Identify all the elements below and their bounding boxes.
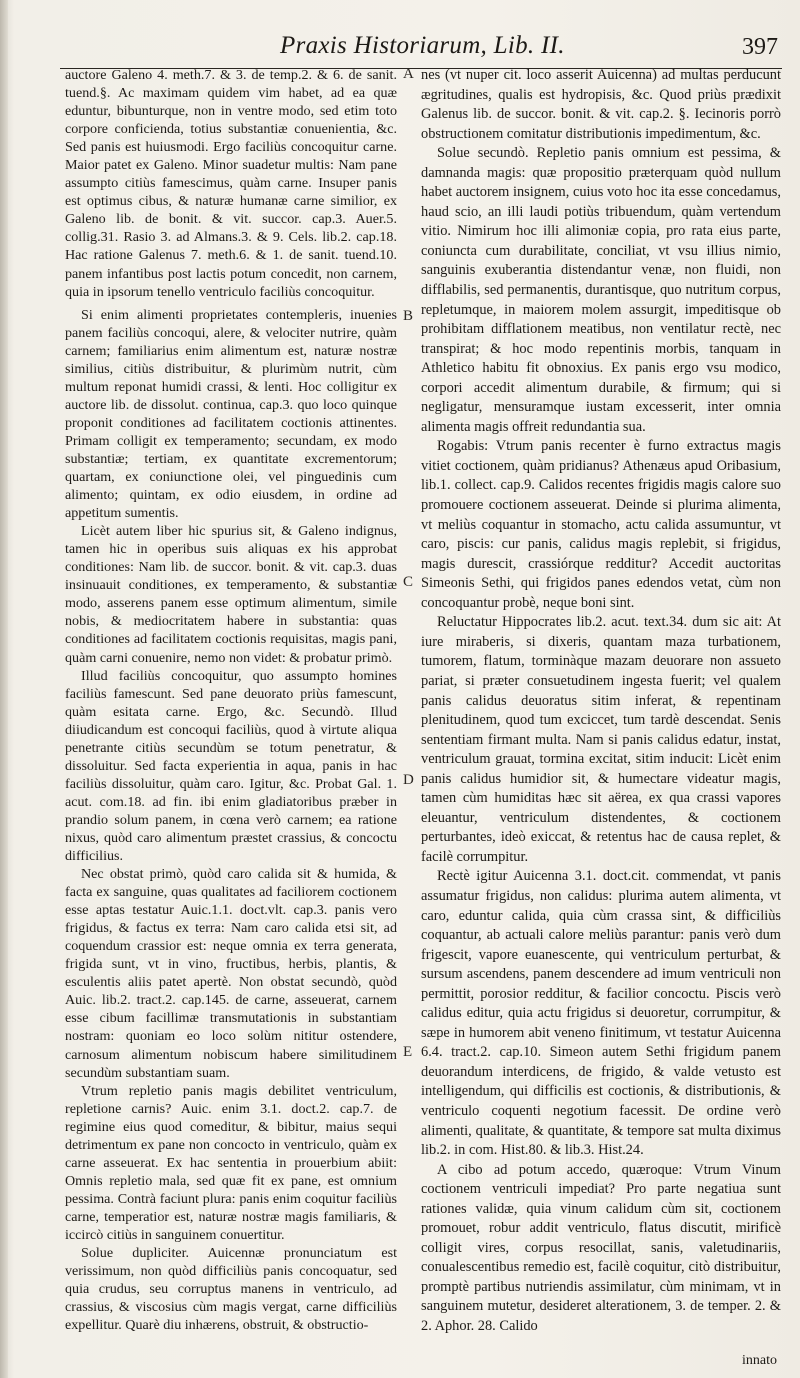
paragraph: Solue dupliciter. Auicennæ pronunciatum est verissimum, non quòd difficiliùs panis concoquatur, sed quia crudus, seu corruptus manens in ventriculo, ad crassius, & viscosius cùm magis vergat, carne difficiliùs expellitur. Quarè diu inhærens, obstruit, & obstructio-	[65, 1245, 397, 1334]
left-column	[65, 66, 397, 1334]
paragraph: nes (vt nuper cit. loco asserit Auicenna) ad multas perducunt ægritudines, qualis est hydropisis, &c. Quod priùs prædixit Galenus lib. de succor. bonit. & vit. cap.2. §. Iecinoris porrò obstructionem comitatur distributionis impedimentum, &c.	[421, 67, 781, 142]
running-head: Praxis Historiarum, Lib. II.	[280, 32, 565, 59]
margin-letter-b: B	[403, 308, 414, 324]
page-header	[60, 28, 782, 69]
right-column	[421, 66, 781, 1337]
paragraph: Licèt autem liber hic spurius sit, & Galeno indignus, tamen hic in operibus suis aliquas ex his approbat conditiones: Nam lib. de succor. bonit. & vit. cap.3. duas insinuauit conditiones, ex temperamento, & substantiæ modo, asserens panem esse optimum alimentum, simile nobis, & mediocritatem habere in substantia: quas conditiones ad facilitatem coctionis requisitas, magis pani, quàm carni conuenire, nemo non videt: & probatur primò.	[65, 523, 397, 666]
catchword: innato	[742, 1353, 777, 1368]
paragraph: Si enim alimenti proprietates contempleris, inuenies panem faciliùs concoqui, alere, & velociter nutrire, quàm carnem; familiarius enim alimentum est, naturæ nostræ similius, citiùs distribuitur, & plurimùm nutrit, cùm multum reponat humidi crassi, & lenti. Hoc colligitur ex auctore lib. de dissolut. continua, cap.3. quo loco quinque proponit conditiones ad facilitatem coctionis attinentes. Primam colligit ex temperamento; secundam, ex modo substantiæ; tertiam, ex quantitate excrementorum; quartam, ex coniunctione olei, vel pinguedinis cum alimento; quintam, ex odio eiusdem, in ordine ad appetitum sumentis.	[65, 306, 397, 522]
paragraph: auctore Galeno 4. meth.7. & 3. de temp.2. & 6. de sanit. tuend.§. Ac maximam quidem vim habet, ad ea quæ eduntur, bibunturque, non in ventre modo, sed etim toto corpore conficienda, totius substantiæ conuenientia, &c. Sed panis est huiusmodi. Ergo faciliùs concoquitur carne. Maior patet ex Galeno. Minor suadetur multis: Nam pane assumpto citiùs famescimus, quàm carne. Insuper panis est optimus cibus, & naturæ humanæ carne similior, ex Galeno lib. de bonit. & vit. succor. cap.3. Auer.5. collig.31. Rasio 3. ad Almans.3. & 9. Cels. lib.2. cap.18. Hac ratione Galenus 7. meth.6. & 1. de sanit. tuend.10. panem infantibus post lactis potum concedit, non carnem, quia in ipsorum tenello ventriculo faciliùs concoquitur.	[65, 67, 397, 300]
paragraph: Rogabis: Vtrum panis recenter è furno extractus magis vitiet coctionem, quàm pridianus? Athenæus apud Oribasium, lib.1. collect. cap.9. Calidos recentes frigidis magis calore suo promouere coctionem asseuerat. Deinde si plurima alimenta, vt meliùs coquantur in stomacho, actu calida assumuntur, vt caro, piscis: cur panis, calidus magis replebit, si frigidus, magis durescit, crassiórque redditur? Accedit auctoritas Simeonis Sethi, qui frigidos panes edendos vetat, cùm non concoquantur probè, neque boni sint.	[421, 438, 781, 611]
paragraph: Illud faciliùs concoquitur, quo assumpto homines faciliùs famescunt. Sed pane deuorato priùs famescunt, quàm esitata carne. Ergo, &c. Secundò. Illud diiudicandum est concoqui faciliùs, quod à virtute aliqua penetrante citiùs secundùm se totum penetratur, & dissoluitur. Sed facta experientia in aqua, panis in hac faciliùs dissoluitur, quàm caro. Igitur, &c. Probat Gal. 1. acut. com.18. ad fin. ibi enim gladiatoribus præber in prandio solum panem, in cœna verò carnem; ea ratione nixus, quòd caro alimentum præstet crassius, & concoctu difficilius.	[65, 667, 397, 865]
margin-letter-c: C	[403, 574, 414, 590]
margin-letter-a: A	[403, 66, 414, 82]
paragraph: Vtrum repletio panis magis debilitet ventriculum, repletione carnis? Auic. enim 3.1. doct.2. cap.7. de regimine eius quod comeditur, & bibitur, maius sequi detrimentum ex pane non concocto in ventriculo, quàm ex carne asseuerat. Ex hac sententia in prouerbium abiit: Omnis repletio mala, sed quæ fit ex pane, est omnium pessima. Contrà faciunt plura: panis enim coquitur faciliùs carne, temperatior est, naturæ nostræ magis familiaris, & iccircò citiùs in sanguinem conuertitur.	[65, 1082, 397, 1243]
margin-letter-e: E	[403, 1044, 413, 1060]
paragraph: Solue secundò. Repletio panis omnium est pessima, & damnanda magis: quæ propositio præterquam quòd nullum habet auctorem insignem, cuius voto hoc ita esse concedamus, haud scio, an illi laudi potiùs tribuendum, quàm vertendum vitio. Nimirum hoc illi alimoniæ copia, pro rata eius parte, coniuncta cum durabilitate, conciliat, vt vsu illius nimio, sanguinis exuberantia distendantur venæ, non fluidi, non difflabilis, sed permanentis, durantisque, quo nutritum corpus, repletumque, in maiorem molem assurgit, impeditisque ob prohibitam difflationem meatibus, non ventilatur rectè, nec transpirat; & hoc modo repentinis morbis, tanquam in Athletico habitu fit obnoxius. Ex panis ergo vsu modico, corpori accedit alimentum durabile, & firmum; qui si negligatur, mensuramque iustam excesserit, inter omnia alimenta magis offreit redundantia sua.	[421, 145, 781, 435]
margin-letter-d: D	[403, 772, 414, 788]
paragraph: Rectè igitur Auicenna 3.1. doct.cit. commendat, vt panis assumatur frigidus, non calidus: plurima autem alimenta, vt caro, eduntur calida, quia cùm crassa sint, & difficiliùs coquantur, ab actuali calore meliùs parantur: panis verò dum frigescit, vapore euanescente, qui ventriculum perturbat, & sursum ascendens, panem descendere ad imum ventriculi non permittit, porosior redditur, & facilior concoctu. Piscis verò calidus editur, quia actu frigidus si deuoretur, corrumpitur, & sæpe in humorem abit veneno finitimum, vt testatur Auicenna 6.4. tract.2. cap.10. Simeon autem Sethi frigidum panem deuorandum interdicens, de frigido, & valde vetusto est intelligendum, qui difficilis est coctionis, & distributionis, & ventriculo coquenti negotium facessit. De ordine verò alimenti, qualitate, & quantitate, & tempore sat multa diximus lib.2. in com. Hist.80. & lib.3. Hist.24.	[421, 868, 781, 1159]
paragraph: Reluctatur Hippocrates lib.2. acut. text.34. dum sic ait: At iure miraberis, si dixeris, quantam maza turbationem, tumorem, flatum, torminàque mazam deuorare non assueto pariat, si præter consuetudinem ingesta fuerit; vel qualem panis calidus deuoratus sitim inferat, & repentinam plenitudinem, quod tum exciccet, tum tardè descendat. Senis sententiam firmant multa. Nam si panis calidus edatur, instat, ventriculum grauat, tormina excitat, sitim inducit: Licèt enim panis calidus humidior sit, & humectare videatur magis, tamen cùm humiditas hæc sit aërea, ex qua crassi vapores eleuantur, ventriculum distendentes, & coctionem perturbantes, ideò exiccat, & retentus hac de causa replet, & facilè corrumpitur.	[421, 614, 781, 865]
paragraph: Nec obstat primò, quòd caro calida sit & humida, & facta ex sanguine, quas qualitates ad faciliorem coctionem esse aptas testatur Auic.1.1. doct.vlt. cap.3. panis vero frigidus, & factus ex terra: Nam caro calida etsi sit, ad coquendum crassior est: neque omnia ex terra generata, frigida sunt, vt in vino, fructibus, herbis, plantis, & esculentis aliis patet apertè. Non obstat secundò, quòd Auic. lib.2. tract.2. cap.145. de carne, asseuerat, carnem esse cibum facillimæ transmutationis in substantiam nostram: quoniam eo loco solùm nititur ostendere, carnosum alimentum nobiscum habere similitudinem secundùm substantiam suam.	[65, 866, 397, 1081]
page-number: 397	[742, 34, 778, 60]
paragraph: A cibo ad potum accedo, quæroque: Vtrum Vinum coctionem ventriculi impediat? Pro parte negatiua sunt rationes validæ, quia vinum calidum cùm sit, coctionem promouet, robur addit ventriculo, flatus discutit, mirificè colligit vires, corpus resocillat, sanis, valetudinariis, conualescentibus remedio est, facilè coquitur, citò distribuitur, promptè partibus nutriendis assimilatur, cùm minimam, vt in sanguinem mutetur, desideret alterationem, 3. de temper. 2. & 2. Aphor. 28. Calido	[421, 1161, 781, 1334]
page-gutter-shadow	[0, 0, 8, 1378]
